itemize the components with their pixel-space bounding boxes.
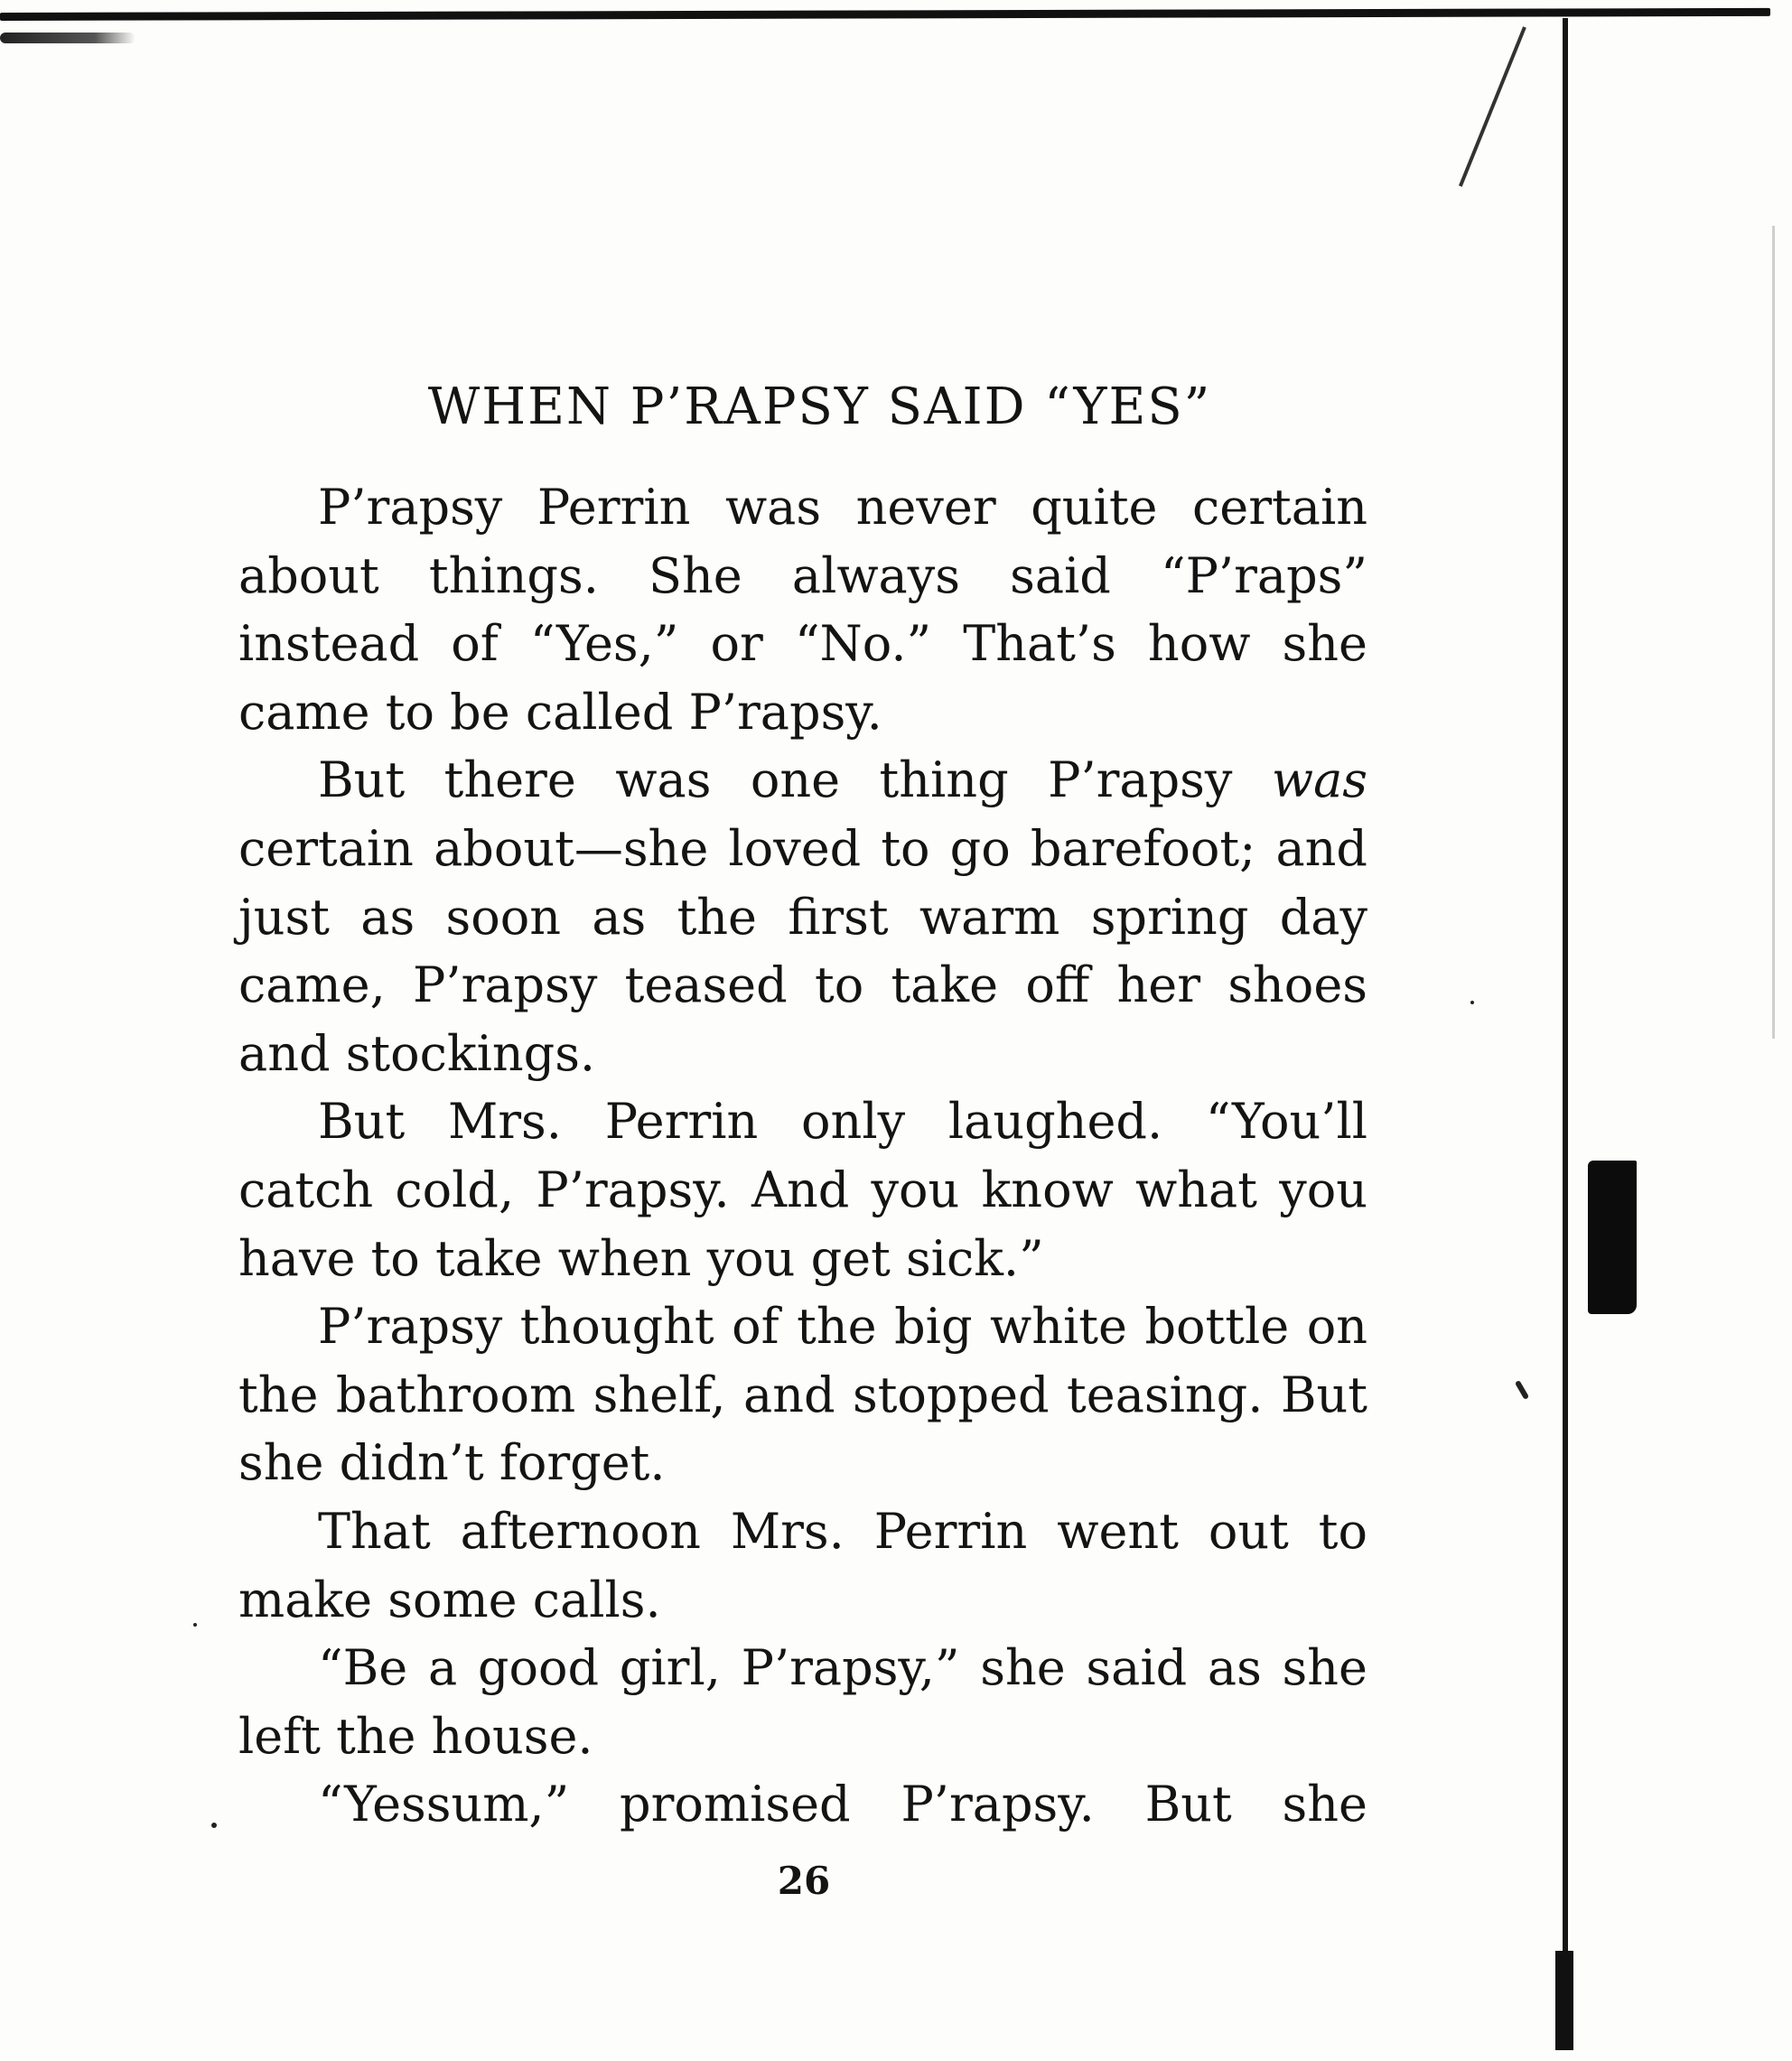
chapter-title: WHEN P’RAPSY SAID “YES” xyxy=(427,378,1212,436)
body-text xyxy=(238,473,1367,1839)
scan-spine-line xyxy=(1563,18,1568,2041)
scan-speck xyxy=(193,1623,197,1627)
scan-spine-foot xyxy=(1555,1951,1573,2050)
paragraph: P’rapsy Perrin was never quite certain about things. She always said “P’raps” instead of “Yes,” or “No.” That’s how she came to be called P’rapsy. xyxy=(238,479,1367,741)
paragraph-text: certain about—she loved to go barefoot; and just as soon as the first warm spring day came, P’rapsy teased to take off her shoes and stockings. xyxy=(238,819,1367,1082)
scan-speck xyxy=(1470,1001,1474,1004)
paragraph-text: But there was one thing P’rapsy xyxy=(318,751,1272,809)
paragraph: That afternoon Mrs. Perrin went out to make some calls. xyxy=(238,1502,1367,1628)
scan-top-edge-smudge xyxy=(0,33,135,43)
emphasis-text: was xyxy=(1271,751,1367,809)
paragraph: “Be a good girl, P’rapsy,” she said as she left the house. xyxy=(238,1639,1367,1765)
paragraph xyxy=(238,746,1367,1087)
scan-top-edge xyxy=(0,8,1770,21)
scan-spine-blot xyxy=(1588,1161,1637,1314)
scan-right-edge xyxy=(1772,226,1775,1039)
scan-speck xyxy=(1515,1380,1529,1400)
paragraph: “Yessum,” promised P’rapsy. But she xyxy=(318,1776,1367,1833)
paragraph: P’rapsy thought of the big white bottle on the bathroom shelf, and stopped teasing. But she didn’t forget. xyxy=(238,1298,1367,1492)
scan-spine-diagonal xyxy=(1459,26,1526,187)
page-number: 26 xyxy=(777,1859,831,1903)
scan-speck xyxy=(211,1823,217,1828)
paragraph: But Mrs. Perrin only laughed. “You’ll catch cold, P’rapsy. And you know what you have to take when you get sick.” xyxy=(238,1093,1367,1287)
